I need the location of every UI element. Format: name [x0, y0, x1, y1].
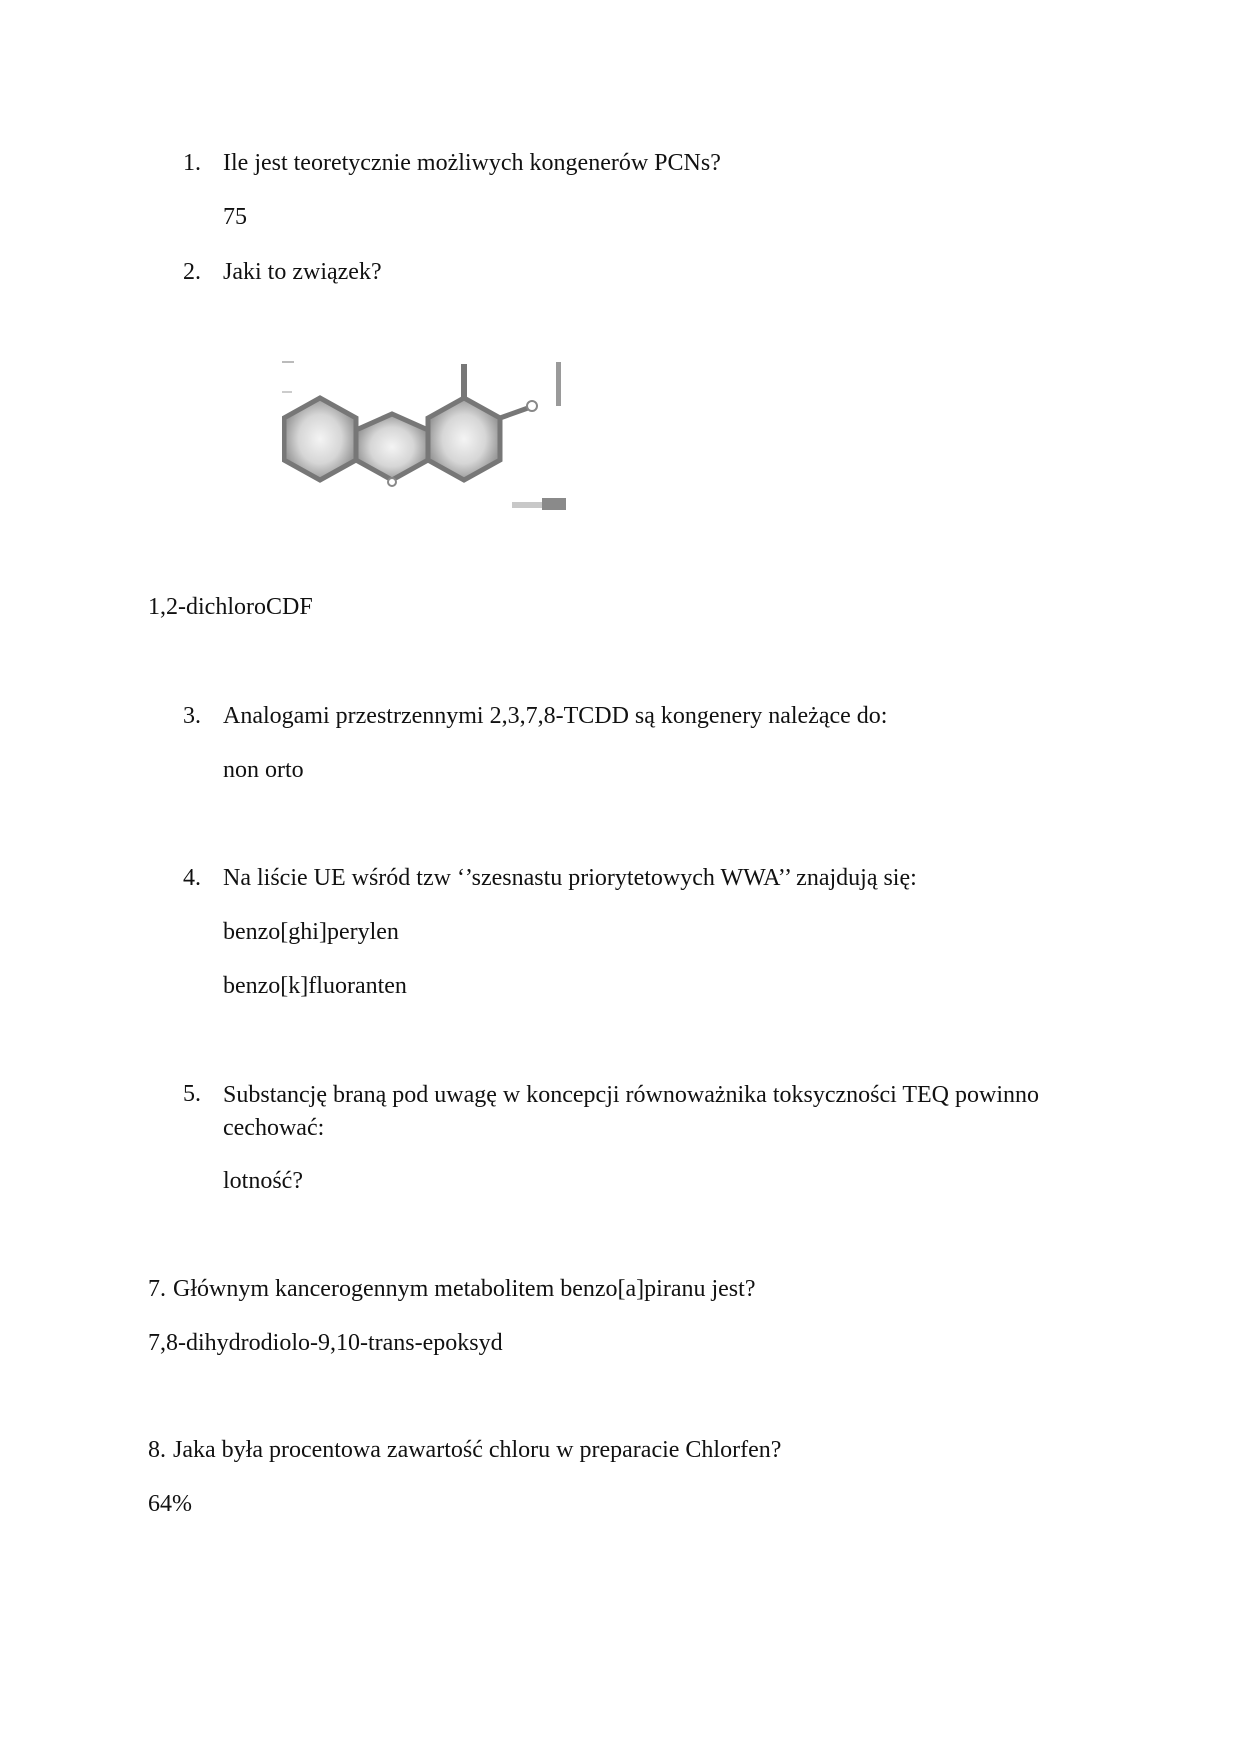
question-4-answer-2: benzo[k]fluoranten — [223, 973, 407, 999]
question-1-answer: 75 — [223, 204, 247, 230]
question-1-text: Ile jest teoretycznie możliwych kongenerów PCNs? — [223, 150, 721, 176]
question-2-number: 2. — [183, 259, 201, 285]
question-8-number: 8. — [148, 1437, 166, 1463]
oxygen-atom — [388, 478, 396, 486]
question-7-answer: 7,8-dihydrodiolo-9,10-trans-epoksyd — [148, 1330, 503, 1356]
substituent-atom-right — [527, 401, 537, 411]
question-4-number: 4. — [183, 865, 201, 891]
question-5-answer: lotność? — [223, 1168, 303, 1194]
question-1-number: 1. — [183, 150, 201, 176]
question-3-number: 3. — [183, 703, 201, 729]
right-ring — [428, 398, 500, 480]
left-ring — [284, 398, 356, 480]
question-2-text: Jaki to związek? — [223, 259, 382, 285]
question-8-text: Jaka była procentowa zawartość chloru w preparacie Chlorfen? — [173, 1437, 782, 1463]
question-7-text: Głównym kancerogennym metabolitem benzo[a]piranu jest? — [173, 1276, 756, 1302]
question-5-text: Substancję braną pod uwagę w koncepcji równoważnika toksyczności TEQ powinno cechować: — [223, 1082, 1040, 1141]
question-3-text: Analogami przestrzennymi 2,3,7,8-TCDD są kongenery należące do: — [223, 703, 888, 729]
question-5-number: 5. — [183, 1081, 201, 1107]
question-7-number: 7. — [148, 1276, 166, 1302]
question-8-answer: 64% — [148, 1491, 192, 1517]
question-3-answer: non orto — [223, 757, 304, 783]
question-4-answer-1: benzo[ghi]perylen — [223, 919, 399, 945]
chemical-structure-figure — [282, 360, 602, 516]
question-2-answer: 1,2-dichloroCDF — [148, 594, 313, 620]
question-4-text: Na liście UE wśród tzw ‘’szesnastu priorytetowych WWA’’ znajdują się: — [223, 865, 917, 891]
